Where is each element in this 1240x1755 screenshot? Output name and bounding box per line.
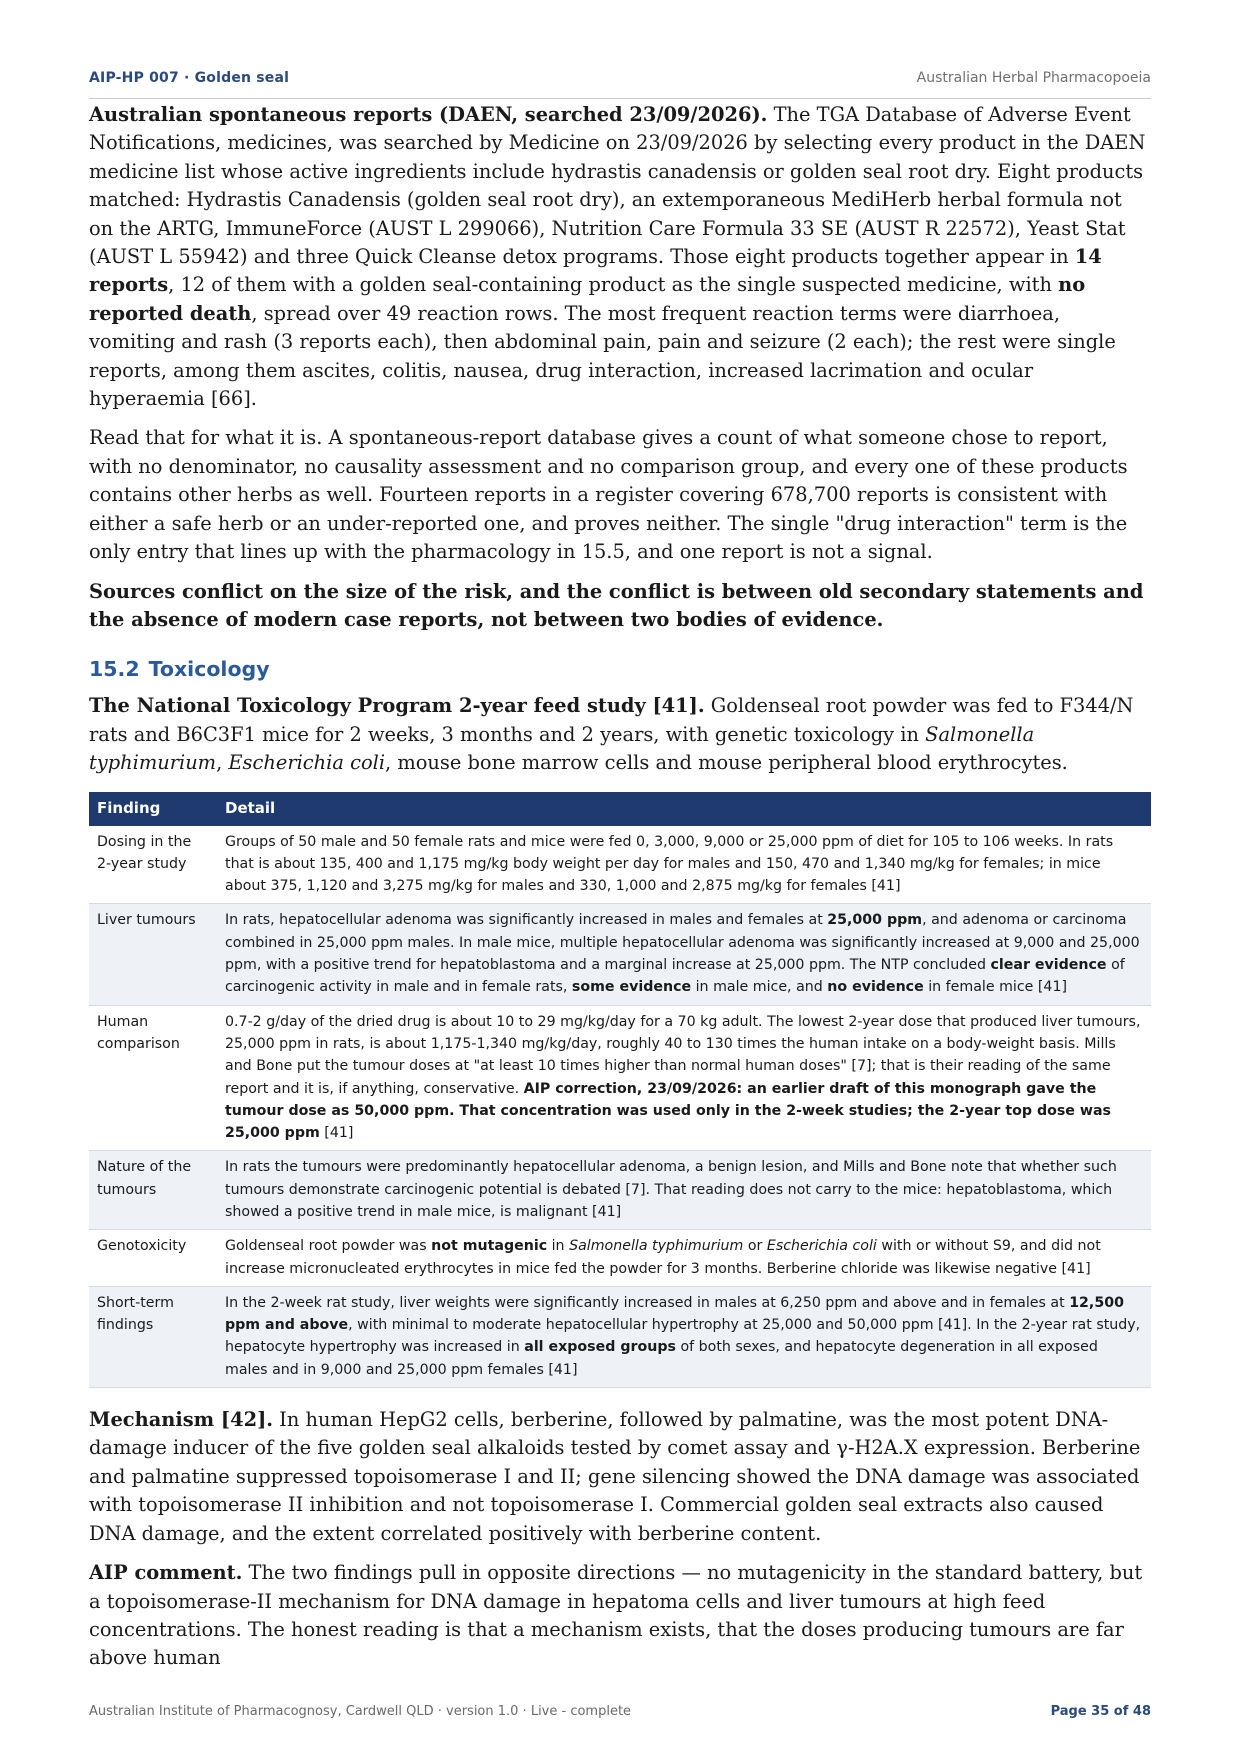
text-run: , 12 of them with a golden seal-containing product as the single suspected medicine, with — [168, 273, 1059, 297]
no-death-bold: no reported death — [89, 273, 1086, 325]
table-row — [89, 904, 1151, 1005]
finding-cell: Short-term findings — [89, 1286, 217, 1387]
finding-cell: Human comparison — [89, 1005, 217, 1151]
species-name: Escherichia coli — [228, 751, 386, 775]
table-row — [89, 1005, 1151, 1151]
emphasis: 25,000 ppm — [827, 912, 923, 929]
page-header — [89, 70, 1151, 99]
emphasis: not mutagenic — [431, 1238, 548, 1255]
table-row — [89, 1286, 1151, 1387]
paragraph-lead: Australian spontaneous reports (DAEN, searched 23/09/2026). — [89, 103, 768, 126]
species-name: Salmonella typhimurium — [569, 1238, 744, 1255]
section-title: Toxicology — [148, 657, 270, 682]
text-run: Goldenseal root powder was — [225, 1238, 432, 1255]
emphasis: all exposed groups — [524, 1339, 676, 1356]
text-run: Goldenseal root powder was fed to F344/N rats and B6C3F1 mice for 2 weeks, 3 months and 2 years, with genetic toxicology in — [89, 694, 1134, 746]
text-run: of both sexes, and hepatocyte degeneration in all exposed males and in 9,000 and 25,000 ppm females [41] — [225, 1339, 1098, 1378]
text-run: The two findings pull in opposite directions — no mutagenicity in the standard battery, but a topoisomerase-II mechanism for DNA damage in hepatoma cells and liver tumours at high feed concentrations. The honest reading is that a mechanism exists, that the doses producing tumours are far above human — [89, 1561, 1143, 1670]
detail-cell: In rats the tumours were predominantly hepatocellular adenoma, a benign lesion, and Mills and Bone note that whether such tumours demonstrate carcinogenic potential is debated [7]. That reading does not carry to the mice: hepatoblastoma, which showed a positive trend in male mice, is malignant [41] — [217, 1151, 1151, 1230]
emphasis: some evidence — [571, 979, 692, 996]
page-number: Page 35 of 48 — [1050, 1704, 1151, 1719]
table-row — [89, 826, 1151, 904]
text-run: , with minimal to moderate hepatocellular hypertrophy at 25,000 and 50,000 ppm [41]. In the 2-year rat study, hepatocyte hypertrophy was increased in — [225, 1317, 1141, 1356]
text-run: of carcinogenic activity in male and in female rats, — [225, 957, 1125, 996]
section-heading-toxicology — [89, 656, 1151, 682]
species-name: Escherichia coli — [766, 1238, 877, 1255]
toxicology-table — [89, 792, 1151, 1389]
paragraph-interpretation: Read that for what it is. A spontaneous-report database gives a count of what someone chose to report, with no denominator, no causality assessment and no comparison group, and every one of these products contains other herbs as well. Fourteen reports in a register covering 678,700 reports is consistent with either a safe herb or an under-reported one, and proves neither. The single "drug interaction" term is the only entry that lines up with the pharmacology in 15.5, and one report is not a signal. — [89, 426, 1128, 564]
paragraph-mechanism — [89, 1406, 1151, 1548]
emphasis: clear evidence — [990, 957, 1107, 974]
detail-cell — [217, 1005, 1151, 1151]
finding-cell: Genotoxicity — [89, 1230, 217, 1287]
paragraph-ntp-study — [89, 692, 1151, 777]
finding-cell: Nature of the tumours — [89, 1151, 217, 1230]
text-run: In rats, hepatocellular adenoma was significantly increased in males and females at — [225, 912, 828, 929]
table-header-row — [89, 792, 1151, 826]
detail-cell: Groups of 50 male and 50 female rats and mice were fed 0, 3,000, 9,000 or 25,000 ppm of diet for 105 to 106 weeks. In rats that is about 135, 400 and 1,175 mg/kg body weight per day for males and 150, 470 and 1,340 mg/kg for females; in mice about 375, 1,120 and 3,275 mg/kg for males and 330, 1,000 and 2,875 mg/kg for females [41] — [217, 826, 1151, 904]
section-number: 15.2 — [89, 657, 140, 682]
detail-cell — [217, 904, 1151, 1005]
text-run: , spread over 49 reaction rows. The most frequent reaction terms were diarrhoea, vomiting and rash (3 reports each), then abdominal pain, pain and seizure (2 each); the rest were single reports, among them ascites, colitis, nausea, drug interaction, increased lacrimation and ocular hyperaemia [66]. — [89, 301, 1116, 411]
text-run: [41] — [319, 1125, 354, 1142]
paragraph-aip-comment — [89, 1559, 1151, 1673]
paragraph-lead: The National Toxicology Program 2-year feed study [41]. — [89, 694, 705, 718]
text-run: with or without S9, and did not increase micronucleated erythrocytes in mice fed the powder for 3 months. Berberine chloride was likewise negative [41] — [225, 1238, 1101, 1277]
column-header-finding: Finding — [89, 792, 217, 826]
text-run: in male mice, and — [691, 979, 828, 996]
text-run: or — [743, 1238, 767, 1255]
table-row — [89, 1151, 1151, 1230]
text-run: In human HepG2 cells, berberine, followed by palmatine, was the most potent DNA-damage inducer of the five golden seal alkaloids tested by comet assay and γ-H2A.X expression. Berberine and palmatine suppressed topoisomerase I and II; gene silencing showed the DNA damage was associated with topoisomerase II inhibition and not topoisomerase I. Commercial golden seal extracts also caused DNA damage, and the extent correlated positively with berberine content. — [89, 1408, 1141, 1545]
text-run: The TGA Database of Adverse Event Notifications, medicines, was searched by Medicine on 23/09/2026 by selecting every product in the DAEN medicine list whose active ingredients include hydrastis canadensis or golden seal root dry. Eight products matched: Hydrastis Canadensis (golden seal root dry), an extemporaneous MediHerb herbal formula not on the ARTG, ImmuneForce (AUST L 299066), Nutrition Care Formula 33 SE (AUST R 22572), Yeast Stat (AUST L 55942) and three Quick Cleanse detox programs. Those eight products together appear in — [89, 103, 1146, 269]
finding-cell: Liver tumours — [89, 904, 217, 1005]
table-row — [89, 1230, 1151, 1287]
paragraph-daen-reports — [89, 101, 1151, 413]
text-run: , mouse bone marrow cells and mouse peripheral blood erythrocytes. — [385, 751, 1068, 775]
emphasis: 12,500 ppm and above — [225, 1294, 1124, 1334]
text-run: in — [547, 1238, 570, 1255]
detail-cell — [217, 1230, 1151, 1287]
paragraph-lead: Mechanism [42]. — [89, 1408, 274, 1432]
text-run: In the 2-week rat study, liver weights were significantly increased in males at 6,250 ppm and above and in females at — [225, 1294, 1070, 1311]
emphasis: no evidence — [827, 979, 924, 996]
text-run: in female mice [41] — [923, 979, 1068, 996]
text-run: 0.7-2 g/day of the dried drug is about 10 to 29 mg/kg/day for a 70 kg adult. The lowest 2-year dose that produced liver tumours, 25,000 ppm in rats, is about 1,175-1,340 mg/kg/day, roughly 40 to 130 times the human intake on a body-weight basis. Mills and Bone put the tumour doses at "at least 10 times higher than normal human doses" [7]; that is their reading of the same report and it is, if anything, conservative. — [225, 1013, 1141, 1097]
body-content — [89, 101, 1151, 1684]
paragraph-lead: AIP comment. — [89, 1561, 243, 1585]
monograph-id: AIP-HP 007 · Golden seal — [89, 70, 290, 86]
publisher-line: Australian Institute of Pharmacognosy, Cardwell QLD · version 1.0 · Live - complete — [89, 1704, 632, 1719]
detail-cell — [217, 1286, 1151, 1387]
publication-title: Australian Herbal Pharmacopoeia — [916, 70, 1151, 86]
correction-note: AIP correction, 23/09/2026: an earlier draft of this monograph gave the tumour dose as 50,000 ppm. That concentration was used only in the 2-week studies; the 2-year top dose was 25,000 ppm — [225, 1080, 1111, 1142]
finding-cell: Dosing in the 2-year study — [89, 826, 217, 904]
text-run: , and adenoma or carcinoma combined in 25,000 ppm males. In male mice, multiple hepatocellular adenoma was significantly increased at 9,000 and 25,000 ppm, with a positive trend for hepatoblastoma and a marginal increase at 25,000 ppm. The NTP concluded — [225, 912, 1140, 974]
column-header-detail: Detail — [217, 792, 1151, 826]
species-name: Salmonella typhimurium — [89, 722, 1035, 775]
text-run: , — [216, 751, 229, 775]
report-count-bold: 14 reports — [89, 245, 1102, 297]
paragraph-sources-conflict: Sources conflict on the size of the risk, and the conflict is between old secondary statements and the absence of modern case reports, not between two bodies of evidence. — [89, 579, 1144, 631]
